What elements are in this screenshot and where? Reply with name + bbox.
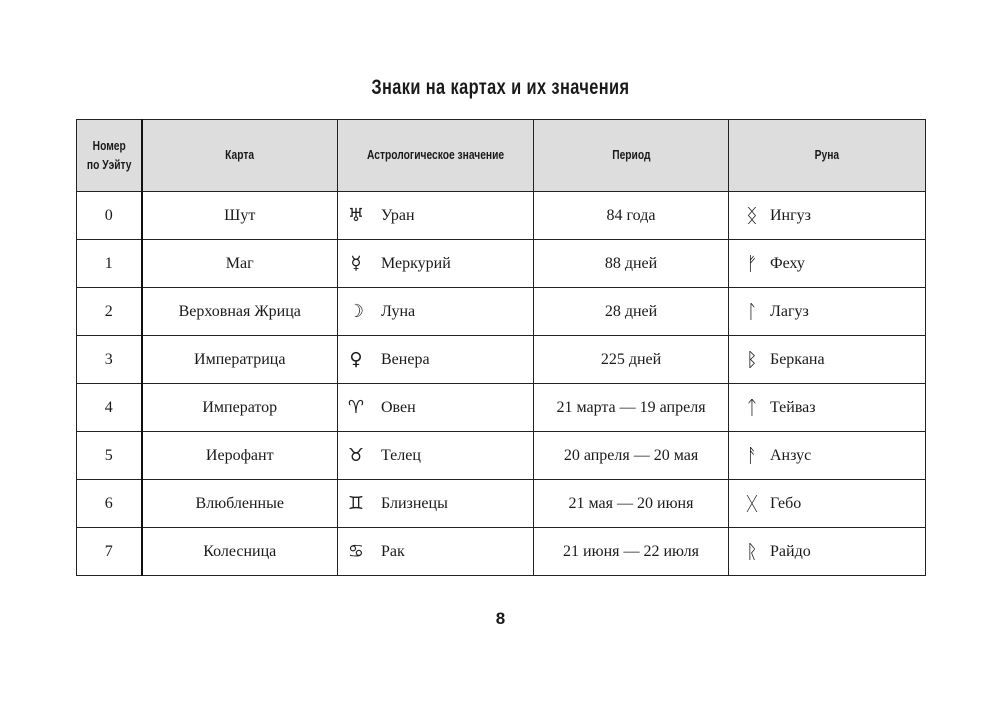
cell-card: Шут	[142, 192, 338, 240]
cell-rune	[729, 336, 926, 384]
laguz-rune-icon: ᛚ	[746, 300, 758, 323]
cell-number: 0	[77, 192, 142, 240]
cell-period: 21 июня — 22 июля	[534, 528, 729, 576]
cell-number: 2	[77, 288, 142, 336]
header-card-label: Карта	[225, 148, 255, 162]
gebo-rune-icon: ᚷ	[746, 492, 758, 515]
header-rune-label: Руна	[814, 148, 840, 162]
cell-number: 7	[77, 528, 142, 576]
fehu-rune-icon: ᚠ	[746, 252, 758, 275]
cell-rune	[729, 288, 926, 336]
rune-label: Феху	[770, 254, 805, 272]
cell-astro	[338, 480, 534, 528]
rune-label: Гебо	[770, 494, 802, 512]
cell-rune	[729, 528, 926, 576]
rune-label: Лагуз	[770, 302, 809, 320]
cell-astro	[338, 432, 534, 480]
rune-label: Беркана	[770, 350, 825, 368]
moon-icon: ☽	[347, 300, 365, 322]
cell-card: Император	[142, 384, 338, 432]
table-row	[77, 528, 926, 576]
page-title: Знаки на картах и их значения	[371, 76, 630, 99]
cell-card: Маг	[142, 240, 338, 288]
table-row	[77, 432, 926, 480]
cell-period: 21 марта — 19 апреля	[534, 384, 729, 432]
cell-astro	[338, 384, 534, 432]
berkana-rune-icon: ᛒ	[746, 348, 758, 371]
gemini-icon: ♊	[347, 492, 365, 514]
uranus-icon: ♅	[347, 204, 365, 226]
cell-period: 21 мая — 20 июня	[534, 480, 729, 528]
table-row	[77, 288, 926, 336]
astro-label: Уран	[381, 206, 415, 224]
astro-label: Венера	[381, 350, 430, 368]
header-astro	[338, 120, 534, 192]
header-astro-label: Астрологическое значение	[366, 148, 505, 162]
mercury-icon: ☿	[350, 252, 362, 274]
header-period-label: Период	[611, 148, 651, 162]
header-number-line1: Номер	[92, 138, 126, 153]
tiwaz-rune-icon: ᛏ	[746, 396, 758, 419]
cell-rune	[729, 192, 926, 240]
astro-label: Телец	[381, 446, 421, 464]
cell-astro	[338, 192, 534, 240]
rune-label: Тейваз	[770, 398, 816, 416]
table-row	[77, 480, 926, 528]
astro-label: Овен	[381, 398, 416, 416]
cell-period: 20 апреля — 20 мая	[534, 432, 729, 480]
header-number	[77, 120, 142, 192]
cell-rune	[729, 240, 926, 288]
cell-astro	[338, 528, 534, 576]
rune-label: Ингуз	[770, 206, 811, 224]
cell-rune	[729, 432, 926, 480]
cell-card: Императрица	[142, 336, 338, 384]
table-row	[77, 384, 926, 432]
rune-label: Анзус	[770, 446, 812, 464]
cell-astro	[338, 288, 534, 336]
astro-label: Близнецы	[381, 494, 448, 512]
cell-period: 225 дней	[534, 336, 729, 384]
cell-period: 28 дней	[534, 288, 729, 336]
taurus-icon: ♉	[347, 444, 365, 466]
ingwaz-rune-icon: ᛝ	[746, 204, 758, 227]
astro-label: Луна	[381, 302, 416, 320]
cell-rune	[729, 384, 926, 432]
header-rune	[729, 120, 926, 192]
cell-astro	[338, 336, 534, 384]
cell-card: Влюбленные	[142, 480, 338, 528]
cell-number: 4	[77, 384, 142, 432]
table-header-row	[77, 120, 926, 192]
rune-label: Райдо	[770, 542, 811, 560]
header-number-line2: по Уэйту	[86, 157, 132, 172]
cell-rune	[729, 480, 926, 528]
cell-card: Иерофант	[142, 432, 338, 480]
header-period	[534, 120, 729, 192]
table-row	[77, 336, 926, 384]
astro-label: Меркурий	[381, 254, 451, 272]
table-row	[77, 240, 926, 288]
cell-number: 5	[77, 432, 142, 480]
cancer-icon: ♋	[347, 540, 365, 562]
raido-rune-icon: ᚱ	[746, 540, 758, 563]
venus-icon: ♀	[349, 348, 363, 370]
cell-period: 88 дней	[534, 240, 729, 288]
cell-astro	[338, 240, 534, 288]
page-number: 8	[495, 609, 506, 628]
aries-icon: ♈	[347, 396, 365, 418]
cell-card: Верховная Жрица	[142, 288, 338, 336]
astro-label: Рак	[381, 542, 405, 560]
cell-number: 1	[77, 240, 142, 288]
header-card	[142, 120, 338, 192]
cell-number: 6	[77, 480, 142, 528]
ansuz-rune-icon: ᚨ	[746, 444, 758, 467]
signs-table	[76, 119, 926, 576]
cell-card: Колесница	[142, 528, 338, 576]
cell-period: 84 года	[534, 192, 729, 240]
table-row	[77, 192, 926, 240]
cell-number: 3	[77, 336, 142, 384]
